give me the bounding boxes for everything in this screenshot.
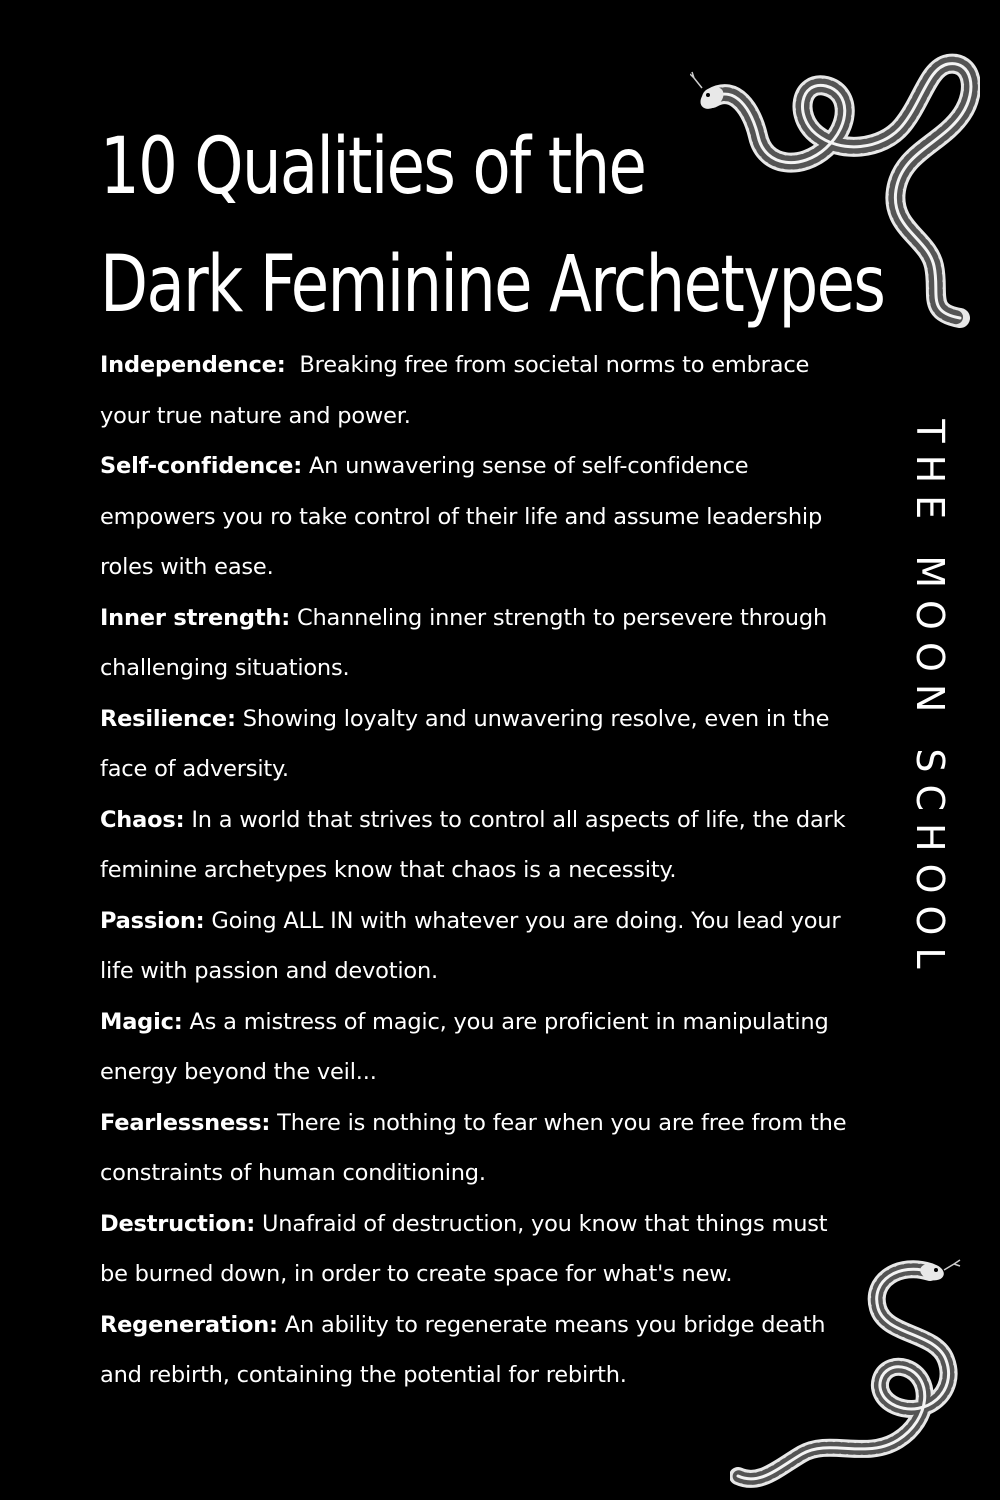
snake-illustration-bottom xyxy=(730,1250,990,1490)
quality-term: Independence: xyxy=(100,352,286,378)
quality-item-self-confidence xyxy=(100,441,860,593)
quality-description: Showing loyalty and unwavering resolve, even in the face of adversity. xyxy=(100,705,830,782)
brand-name-vertical: THE MOON SCHOOL xyxy=(908,419,952,981)
quality-term: Inner strength: xyxy=(100,604,290,631)
quality-description: An ability to regenerate means you bridge death and rebirth, containing the potential for rebirth. xyxy=(100,1311,826,1388)
quality-item-fearlessness xyxy=(100,1098,860,1199)
quality-term: Chaos: xyxy=(100,806,185,833)
quality-description: As a mistress of magic, you are proficient in manipulating energy beyond the veil... xyxy=(100,1008,829,1085)
quality-term: Fearlessness: xyxy=(100,1109,271,1136)
title-line-1: 10 Qualities of the xyxy=(100,122,646,212)
quality-term: Passion: xyxy=(100,907,205,934)
quality-description: Going ALL IN with whatever you are doing. You lead your life with passion and devotion. xyxy=(100,907,841,984)
page-title xyxy=(100,108,940,344)
quality-item-independence xyxy=(100,340,860,441)
quality-item-magic xyxy=(100,997,860,1098)
quality-item-passion xyxy=(100,896,860,997)
quality-term: Magic: xyxy=(100,1008,183,1035)
title-line-2: Dark Feminine Archetypes xyxy=(100,240,885,330)
quality-term: Resilience: xyxy=(100,705,236,732)
quality-description: Breaking free from societal norms to embrace your true nature and power. xyxy=(100,352,817,429)
quality-item-chaos xyxy=(100,795,860,896)
quality-term: Self-confidence: xyxy=(100,453,303,479)
quality-description: In a world that strives to control all aspects of life, the dark feminine archetypes know that chaos is a necessity. xyxy=(100,806,846,883)
quality-description: An unwavering sense of self-confidence empowers you ro take control of their life and assume leadership roles with ease. xyxy=(100,453,823,580)
quality-item-inner-strength xyxy=(100,593,860,694)
quality-description: There is nothing to fear when you are free from the constraints of human conditioning. xyxy=(100,1109,847,1186)
quality-term: Destruction: xyxy=(100,1210,256,1237)
quality-description: Channeling inner strength to persevere through challenging situations. xyxy=(100,604,828,681)
quality-term: Regeneration: xyxy=(100,1311,278,1338)
qualities-list xyxy=(100,340,860,1401)
quality-description: Unafraid of destruction, you know that things must be burned down, in order to create space for what's new. xyxy=(100,1210,828,1287)
quality-item-resilience xyxy=(100,694,860,795)
